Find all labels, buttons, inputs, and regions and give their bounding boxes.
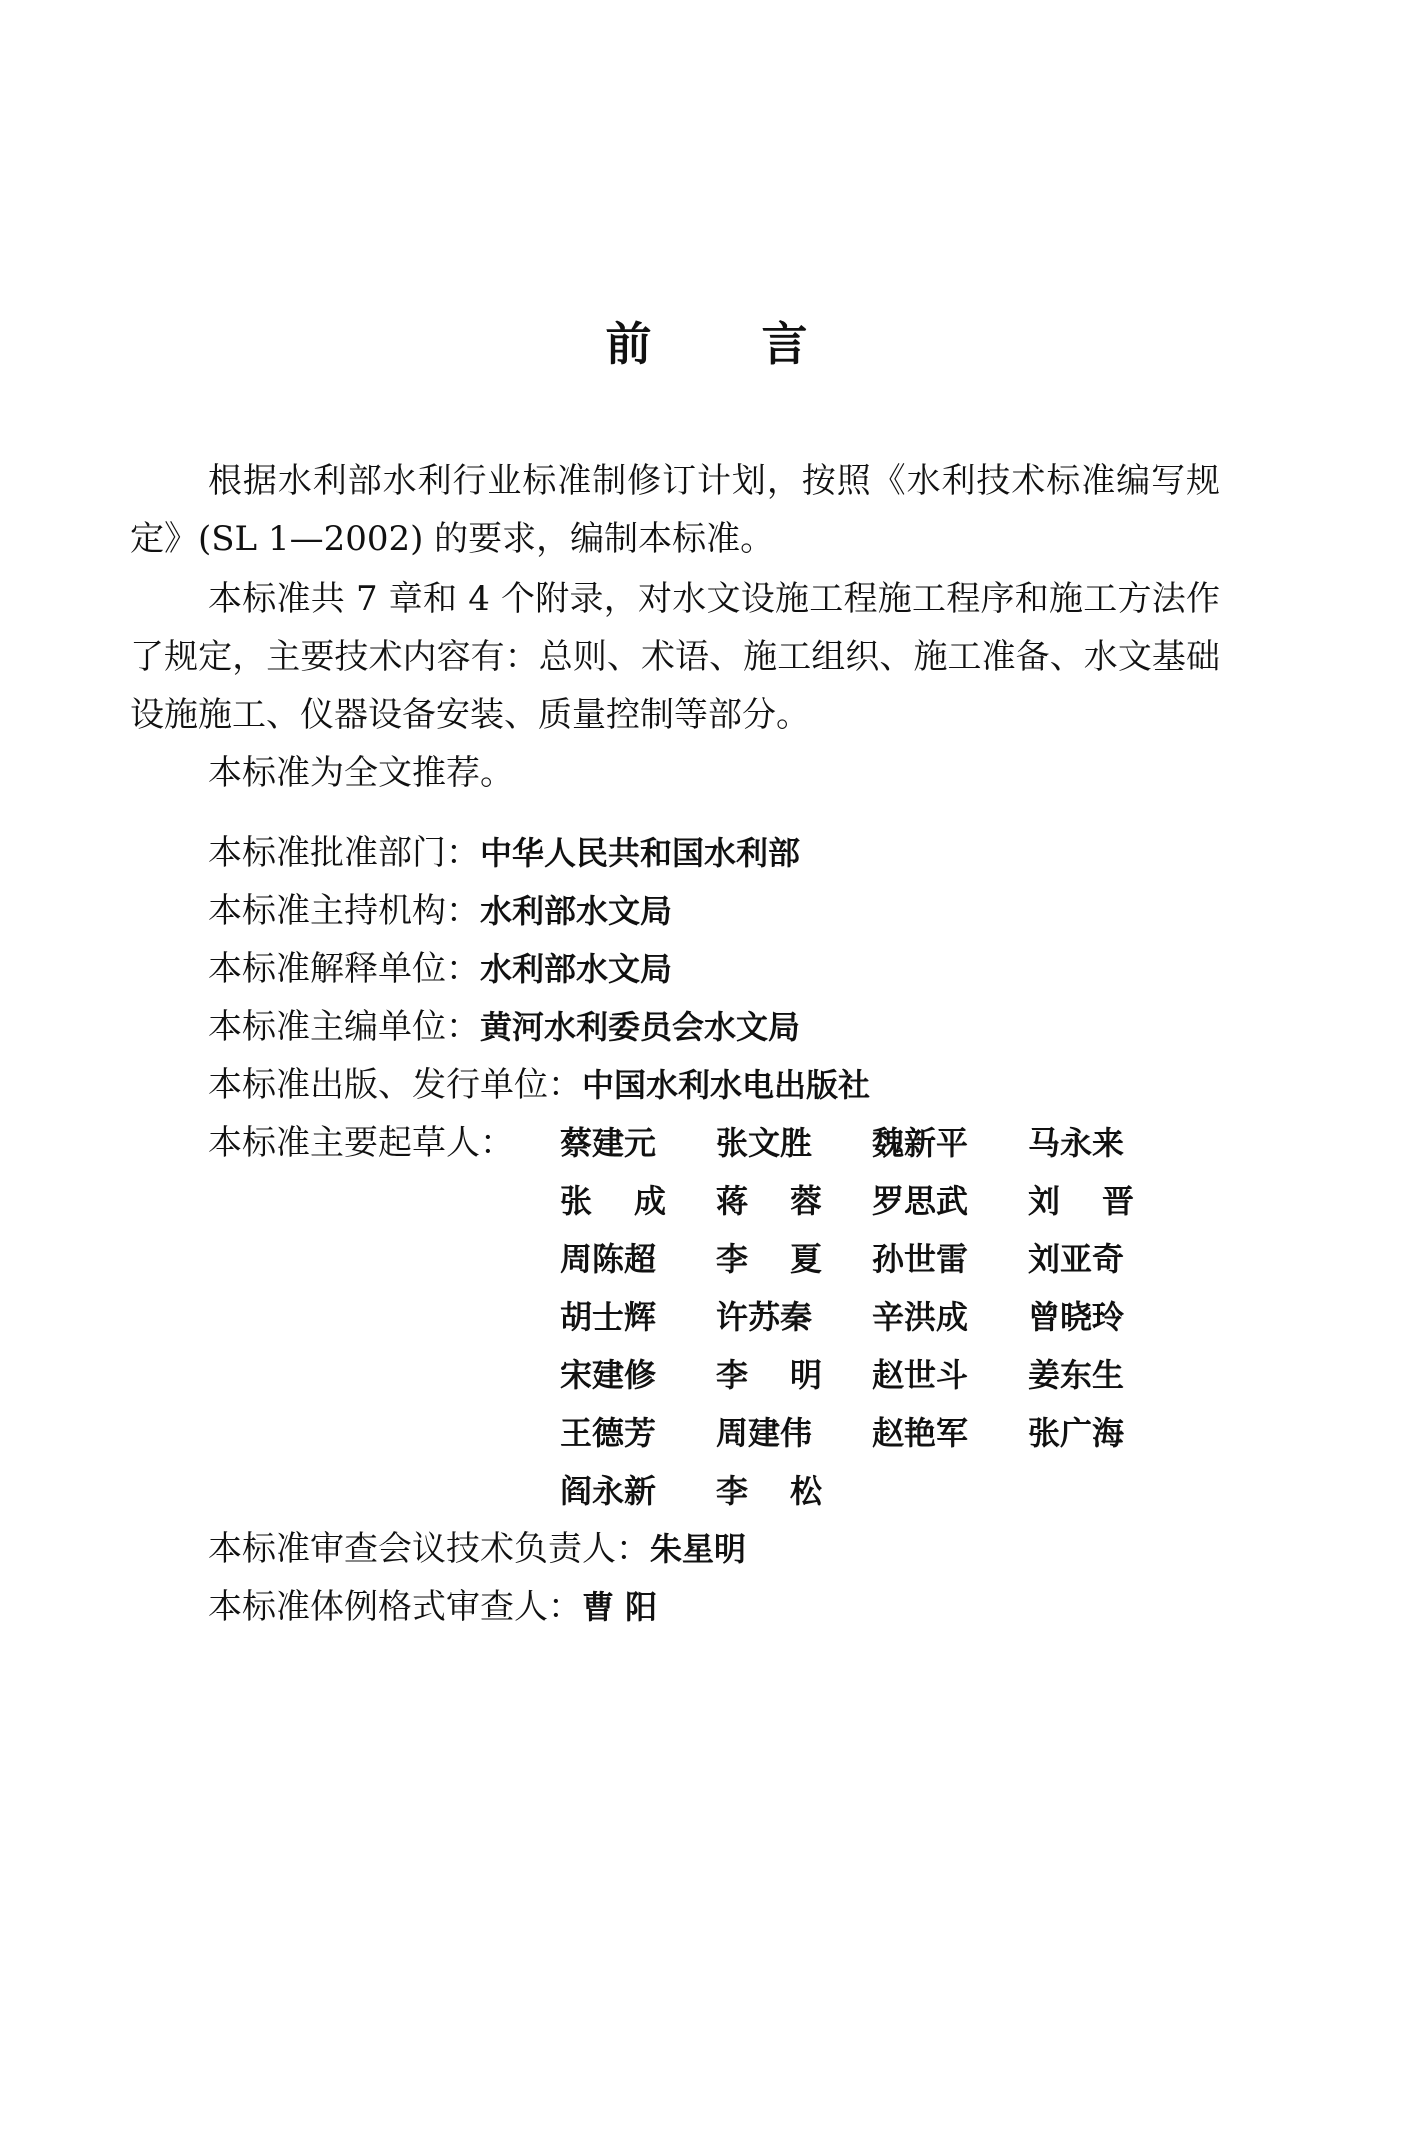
drafter-name: 姜东生 (1028, 1356, 1125, 1394)
title-char-1: 前 (605, 317, 652, 371)
drafter-name: 刘亚奇 (1028, 1240, 1125, 1278)
info-chief-editor-unit (208, 998, 800, 1056)
drafter-name: 辛洪成 (872, 1298, 969, 1336)
paragraph-recommendation: 本标准为全文推荐。 (208, 753, 514, 793)
paragraph-basis: 根据水利部水利行业标准制修订计划，按照《水利技术标准编写规定》(SL 1—2002) 的要求，编制本标准。 (130, 461, 1220, 559)
drafter-name: 张文胜 (716, 1124, 813, 1162)
drafter-name: 曾晓玲 (1028, 1298, 1125, 1336)
drafter-name: 赵世斗 (872, 1356, 969, 1394)
info-label: 本标准主编单位： (208, 1007, 480, 1047)
info-label: 本标准审查会议技术负责人： (208, 1529, 650, 1569)
drafter-name: 李夏 (716, 1240, 865, 1278)
drafter-name: 魏新平 (872, 1124, 969, 1162)
drafter-name: 许苏秦 (716, 1298, 813, 1336)
info-value: 黄河水利委员会水文局 (480, 1008, 801, 1046)
drafter-name: 胡士辉 (560, 1298, 657, 1336)
info-label: 本标准体例格式审查人： (208, 1587, 582, 1627)
info-label: 本标准出版、发行单位： (208, 1065, 582, 1105)
title-char-2: 言 (761, 317, 808, 371)
page-title (0, 308, 1413, 374)
info-value: 中国水利水电出版社 (582, 1066, 871, 1104)
info-label: 本标准主持机构： (208, 891, 480, 931)
drafter-name: 蒋蓉 (716, 1182, 865, 1220)
drafter-name: 罗思武 (872, 1182, 969, 1220)
info-format-reviewer (208, 1578, 657, 1636)
info-approval-dept (208, 824, 800, 882)
drafter-name: 张成 (560, 1182, 709, 1220)
drafter-name: 孙世雷 (872, 1240, 969, 1278)
info-publisher (208, 1056, 870, 1114)
info-label: 本标准批准部门： (208, 833, 480, 873)
info-review-tech-lead (208, 1520, 746, 1578)
info-interpretation-unit (208, 940, 672, 998)
info-host-org (208, 882, 672, 940)
info-value: 水利部水文局 (480, 892, 673, 930)
drafter-name: 张广海 (1028, 1414, 1125, 1452)
info-value: 水利部水文局 (480, 950, 673, 988)
info-value: 朱星明 (650, 1530, 747, 1568)
drafter-name: 刘晋 (1028, 1182, 1177, 1220)
drafter-name: 宋建修 (560, 1356, 657, 1394)
drafter-name: 周陈超 (560, 1240, 657, 1278)
drafter-name: 蔡建元 (560, 1124, 657, 1162)
drafter-name: 王德芳 (560, 1414, 657, 1452)
info-label: 本标准解释单位： (208, 949, 480, 989)
drafter-name: 马永来 (1028, 1124, 1125, 1162)
drafter-name: 阎永新 (560, 1472, 657, 1510)
paragraph-scope: 本标准共 7 章和 4 个附录，对水文设施工程施工程序和施工方法作了规定，主要技术内容有：总则、术语、施工组织、施工准备、水文基础设施施工、仪器设备安装、质量控制等部分。 (130, 579, 1220, 735)
drafter-name: 赵艳军 (872, 1414, 969, 1452)
info-value: 曹 阳 (582, 1588, 658, 1626)
info-value: 中华人民共和国水利部 (480, 834, 801, 872)
drafter-name: 李松 (716, 1472, 865, 1510)
drafter-name: 周建伟 (716, 1414, 813, 1452)
drafter-name: 李明 (716, 1356, 865, 1394)
drafters-label: 本标准主要起草人： (208, 1123, 514, 1163)
